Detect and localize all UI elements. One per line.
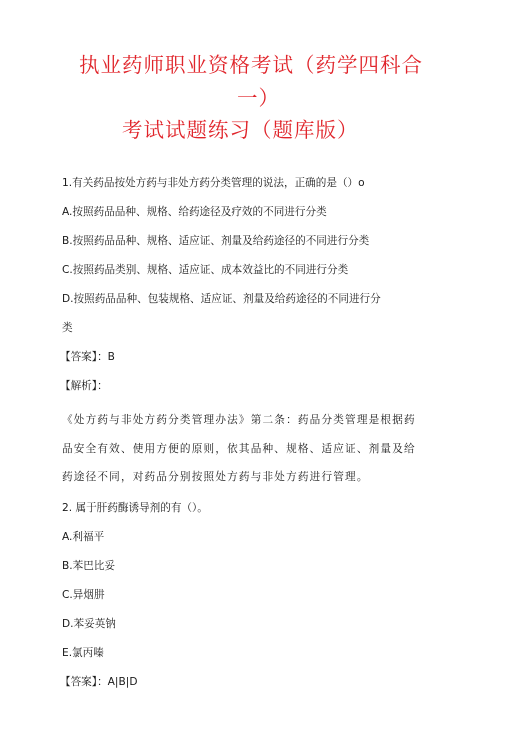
- analysis-line: 药途径不同，对药品分别按照处方药与非处方药进行管理。: [62, 471, 369, 483]
- question-1-analysis-label: 【解析】：: [60, 380, 108, 392]
- document-title-line-1: 执业药师职业资格考试（药学四科合: [79, 53, 423, 77]
- question-1-option-a: A.按照药品品种、规格、给药途径及疗效的不同进行分类: [62, 206, 327, 218]
- question-2-option-d: D.苯妥英钠: [62, 618, 116, 630]
- question-2-answer: 【答案】：A|B|D: [60, 676, 138, 688]
- question-1-analysis-text: [62, 406, 434, 492]
- question-1-option-d-continued: 类: [62, 322, 73, 334]
- document-subtitle: 考试试题练习（题库版）: [122, 118, 359, 142]
- question-2-option-c: C.异烟肼: [62, 589, 105, 601]
- question-1-option-c: C.按照药品类别、规格、适应证、成本效益比的不同进行分类: [62, 264, 349, 276]
- question-1-option-b: B.按照药品品种、规格、适应证、剂量及给药途径的不同进行分类: [62, 235, 370, 247]
- question-2-stem: 2. 属于肝药酶诱导剂的有（）。: [62, 502, 208, 514]
- analysis-line: 品安全有效、使用方便的原则，依其品种、规格、适应证、剂量及给: [62, 442, 416, 455]
- question-2-option-b: B.苯巴比妥: [62, 560, 116, 572]
- question-2-option-e: E.氯丙嗪: [62, 647, 104, 659]
- question-2-option-a: A.利福平: [62, 531, 105, 543]
- document-title-line-2: 一）: [237, 86, 280, 110]
- analysis-line: 《处方药与非处方药分类管理办法》第二条：药品分类管理是根据药: [62, 414, 416, 426]
- question-1-stem: 1.有关药品按处方药与非处方药分类管理的说法，正确的是（）o: [62, 177, 365, 189]
- question-1-answer: 【答案】：B: [60, 351, 115, 363]
- question-1-option-d: D.按照药品品种、包装规格、适应证、剂量及给药途径的不同进行分: [62, 293, 381, 305]
